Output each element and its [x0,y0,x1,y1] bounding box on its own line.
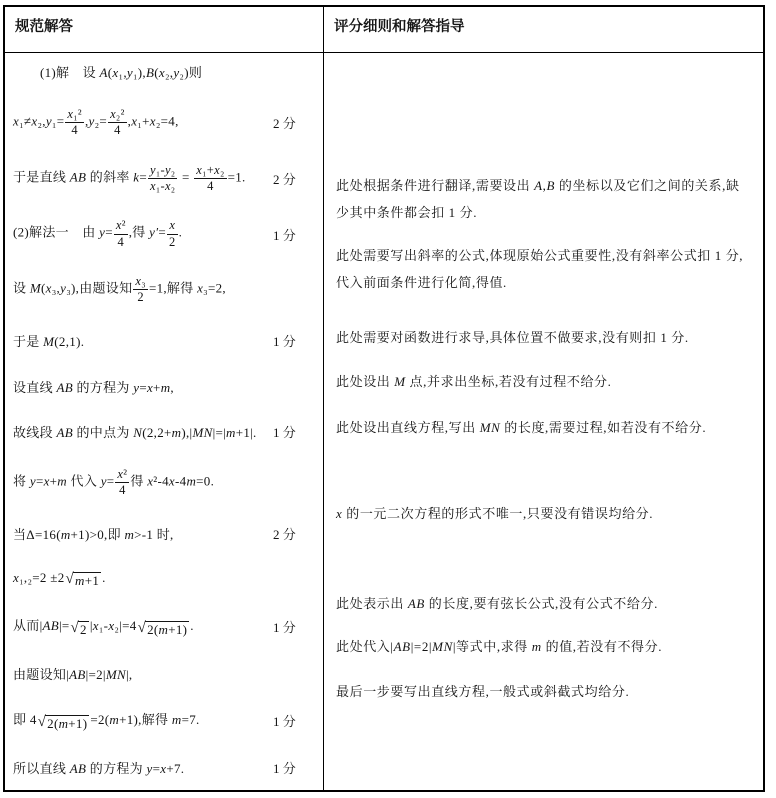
solution-line [13,377,319,396]
rubric-paragraph: x 的一元二次方程的形式不唯一,只要没有错误均给分. [336,506,654,521]
column-header-solution [5,7,324,53]
rubric-paragraph: 此处代入|AB|=2|MN|等式中,求得 m 的值,若没有不得分. [336,639,663,654]
solution-text: 设 M(x₃,y₃),由题设知 $\frac{\text{x₃}}{2}$ =1,解得 x₃=2, [13,274,226,305]
rubric-column [324,53,763,790]
solution-column [5,53,324,790]
solution-line [13,664,319,683]
solution-text: 设直线 AB 的方程为 y=x+m, [13,379,174,395]
solution-text: (2)解法一 由 y= $\frac{\text{x²}}{4}$ ,得 y′= $\frac{x}{2}$ . [13,218,183,249]
solution-text: 将 y=x+m 代入 y= $\frac{\text{x²}}{4}$ 得 x²-4x-4m=0. [13,467,215,498]
solution-text: 从而|AB|= √ 2 |x₁-x₂|=4 √ 2(m+1) . [13,618,194,637]
score-label: 2 分 [273,115,296,131]
rubric-paragraph: 此处表示出 AB 的长度,要有弦长公式,没有公式不给分. [336,596,658,611]
solution-line [13,422,319,441]
rubric-paragraph: 此处需要写出斜率的公式,体现原始公式重要性,没有斜率公式扣 1 分,代入前面条件进行化简,得值. [336,248,744,290]
solution-line [13,524,319,543]
solution-text: 故线段 AB 的中点为 N(2,2+m),|MN|=|m+1|. [13,425,257,441]
solution-text: 当Δ=16(m+1)>0,即 m>-1 时, [13,527,174,543]
solution-text: 即 4 √ 2(m+1) =2(m+1),解得 m=7. [13,712,200,731]
solution-line [13,468,319,497]
solution-line [13,62,319,81]
solution-text: 所以直线 AB 的方程为 y=x+7. [13,760,185,776]
solution-text: x₁≠x₂,y₁= $\frac{\text{x₁²}}{4}$ ,y₂= $\frac{\text{x₂²}}{4}$ ,x₁+x₂=4, [13,106,179,137]
solution-line [13,709,319,731]
score-label: 1 分 [273,713,296,729]
rubric-paragraph: 此处根据条件进行翻译,需要设出 A,B 的坐标以及它们之间的关系,缺少其中条件都会扣 1 分. [336,178,740,220]
column-header-rubric [324,7,763,53]
rubric-paragraph: 最后一步要写出直线方程,一般式或斜截式均给分. [336,684,630,699]
score-label: 1 分 [273,760,296,776]
solution-header-label: 规范解答 [15,19,73,35]
score-label: 1 分 [273,227,296,243]
solution-line [13,331,319,350]
solution-line [13,615,319,637]
solution-line [13,219,319,248]
solution-text: (1)解 设 A(x₁,y₁),B(x₂,y₂)则 [40,65,203,80]
score-label: 1 分 [273,425,296,441]
solution-text: 于是直线 AB 的斜率 k= $\frac{\text{y₁-y₂}}{\text{x₁-x₂}}$ = $\frac{\text{x₁+x₂}}{4}$ =1. [13,162,246,193]
solution-text: 由题设知|AB|=2|MN|, [13,666,133,682]
grading-table [3,5,765,792]
score-label: 2 分 [273,171,296,187]
rubric-paragraph: 此处设出直线方程,写出 MN 的长度,需要过程,如若没有不给分. [336,420,707,435]
score-label: 1 分 [273,619,296,635]
solution-line [13,275,319,304]
solution-line [13,758,319,777]
solution-line [13,108,319,137]
rubric-paragraph: 此处设出 M 点,并求出坐标,若没有过程不给分. [336,374,612,389]
solution-text: 于是 M(2,1). [13,334,85,350]
solution-line [13,570,319,589]
rubric-paragraph: 此处需要对函数进行求导,具体位置不做要求,没有则扣 1 分. [336,330,689,345]
solution-line [13,164,319,193]
score-label: 1 分 [273,334,296,350]
rubric-header-label: 评分细则和解答指导 [334,19,465,35]
score-label: 2 分 [273,527,296,543]
solution-text: x₁,₂=2 ±2 √ m+1 . [13,569,106,589]
